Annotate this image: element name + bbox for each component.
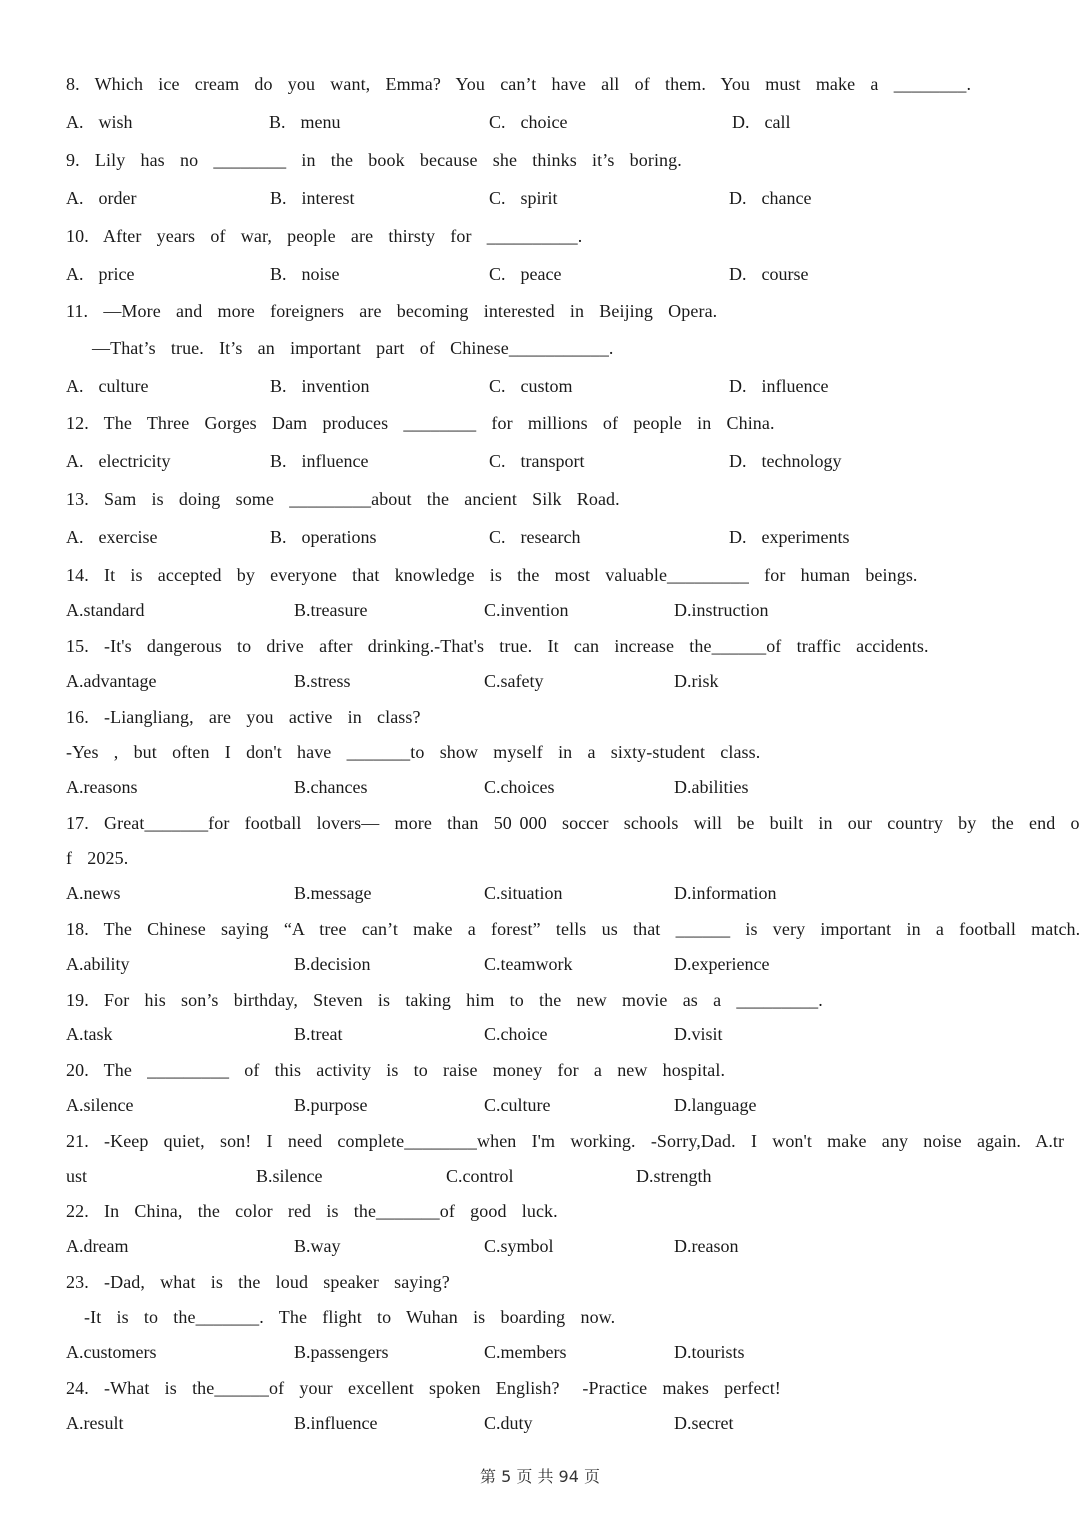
question-11-options — [66, 376, 1026, 400]
option-b: B.way — [294, 1236, 341, 1256]
question-14-options — [66, 600, 1026, 624]
question-19-options — [66, 1024, 1026, 1048]
option-a: A.task — [66, 1024, 113, 1044]
option-c: C. choice — [489, 112, 568, 132]
question-18-text: 18. The Chinese saying “A tree can’t make a forest” tells us that ______ is very important in a football match. — [66, 919, 1080, 939]
question-11-text: 11. —More and more foreigners are becoming interested in Beijing Opera. — [66, 301, 718, 321]
question-24-options — [66, 1413, 1026, 1437]
question-11-text-line2: —That’s true. It’s an important part of Chinese___________. — [92, 338, 614, 358]
option-d: D.strength — [636, 1166, 712, 1186]
option-c: C.choices — [484, 777, 555, 797]
option-b: B.silence — [256, 1166, 323, 1186]
page-number-footer: 第 5 页 共 94 页 — [480, 1467, 600, 1486]
option-b: B.message — [294, 883, 372, 903]
question-9-text: 9. Lily has no ________ in the book because she thinks it’s boring. — [66, 150, 682, 170]
question-16-options — [66, 777, 1026, 801]
question-21-options — [66, 1166, 1026, 1190]
question-13-options — [66, 527, 1026, 551]
option-a: A. order — [66, 188, 137, 208]
option-a: A. exercise — [66, 527, 158, 547]
option-b: B.decision — [294, 954, 371, 974]
option-b: B. operations — [270, 527, 377, 547]
question-22-options — [66, 1236, 1026, 1260]
option-c: C.control — [446, 1166, 514, 1186]
option-a: A.ability — [66, 954, 130, 974]
question-18-options — [66, 954, 1026, 978]
option-d: D. call — [732, 112, 791, 132]
option-d: D. chance — [729, 188, 812, 208]
question-20-options — [66, 1095, 1026, 1119]
option-a: A.advantage — [66, 671, 157, 691]
question-20-text: 20. The _________ of this activity is to raise money for a new hospital. — [66, 1060, 726, 1080]
option-d: D.language — [674, 1095, 757, 1115]
option-d: D.risk — [674, 671, 719, 691]
option-b: B.treasure — [294, 600, 368, 620]
question-13-text: 13. Sam is doing some _________about the ancient Silk Road. — [66, 489, 620, 509]
question-8-options — [66, 112, 1026, 136]
question-14-text: 14. It is accepted by everyone that knowledge is the most valuable_________ for human beings. — [66, 565, 918, 585]
option-c: C. spirit — [489, 188, 558, 208]
question-9-options — [66, 188, 1026, 212]
option-b: B.chances — [294, 777, 368, 797]
option-d: D. technology — [729, 451, 842, 471]
question-23-text: 23. -Dad, what is the loud speaker saying? — [66, 1272, 450, 1292]
option-c: C.members — [484, 1342, 567, 1362]
question-16-text: 16. -Liangliang, are you active in class? — [66, 707, 421, 727]
question-10-options — [66, 264, 1026, 288]
option-c: C. peace — [489, 264, 562, 284]
option-a: A.reasons — [66, 777, 138, 797]
option-b: B.treat — [294, 1024, 343, 1044]
option-a: A.dream — [66, 1236, 129, 1256]
option-c: C.culture — [484, 1095, 551, 1115]
option-d: D.secret — [674, 1413, 734, 1433]
option-c: C. transport — [489, 451, 585, 471]
option-a-continued: ust — [66, 1166, 88, 1186]
question-17-options — [66, 883, 1026, 907]
option-b: B. menu — [269, 112, 341, 132]
option-d: D.visit — [674, 1024, 723, 1044]
option-d: D.information — [674, 883, 777, 903]
option-a: A. price — [66, 264, 135, 284]
option-c: C. research — [489, 527, 581, 547]
option-d: D. influence — [729, 376, 829, 396]
question-8-text: 8. Which ice cream do you want, Emma? You can’t have all of them. You must make a ________. — [66, 74, 972, 94]
option-d: D.instruction — [674, 600, 769, 620]
question-12-options — [66, 451, 1026, 475]
option-d: D.experience — [674, 954, 770, 974]
option-a: A. electricity — [66, 451, 171, 471]
option-c: C.duty — [484, 1413, 533, 1433]
question-23-options — [66, 1342, 1026, 1366]
option-d: D. course — [729, 264, 809, 284]
option-b: B. invention — [270, 376, 370, 396]
option-a: A.silence — [66, 1095, 134, 1115]
option-a: A.news — [66, 883, 121, 903]
option-b: B.influence — [294, 1413, 378, 1433]
option-c: C.invention — [484, 600, 569, 620]
question-12-text: 12. The Three Gorges Dam produces ________ for millions of people in China. — [66, 413, 775, 433]
option-a: A.standard — [66, 600, 145, 620]
question-19-text: 19. For his son’s birthday, Steven is taking him to the new movie as a _________. — [66, 990, 823, 1010]
question-21-text: 21. -Keep quiet, son! I need complete________when I'm working. -Sorry,Dad. I won't make any noise again. A.tr — [66, 1131, 1065, 1151]
question-16-text-line2: -Yes , but often I don't have _______to show myself in a sixty-student class. — [66, 742, 761, 762]
question-15-options — [66, 671, 1026, 695]
option-d: D.reason — [674, 1236, 739, 1256]
option-b: B. noise — [270, 264, 340, 284]
option-c: C.symbol — [484, 1236, 554, 1256]
question-24-text: 24. -What is the______of your excellent spoken English? -Practice makes perfect! — [66, 1378, 781, 1398]
option-c: C.choice — [484, 1024, 548, 1044]
option-d: D. experiments — [729, 527, 850, 547]
option-c: C.teamwork — [484, 954, 573, 974]
option-a: A. wish — [66, 112, 133, 132]
question-22-text: 22. In China, the color red is the_______of good luck. — [66, 1201, 558, 1221]
option-a: A. culture — [66, 376, 149, 396]
option-b: B. influence — [270, 451, 369, 471]
option-b: B.stress — [294, 671, 351, 691]
option-d: D.abilities — [674, 777, 749, 797]
option-c: C.safety — [484, 671, 544, 691]
option-b: B.passengers — [294, 1342, 389, 1362]
question-17-text-line2: f 2025. — [66, 848, 129, 868]
question-10-text: 10. After years of war, people are thirsty for __________. — [66, 226, 583, 246]
question-17-text: 17. Great_______for football lovers— more than 50 000 soccer schools will be built in our country by the end o — [66, 813, 1080, 833]
option-d: D.tourists — [674, 1342, 745, 1362]
option-a: A.customers — [66, 1342, 157, 1362]
option-a: A.result — [66, 1413, 124, 1433]
option-b: B. interest — [270, 188, 355, 208]
option-c: C.situation — [484, 883, 563, 903]
option-c: C. custom — [489, 376, 573, 396]
question-15-text: 15. -It's dangerous to drive after drinking.-That's true. It can increase the______of traffic accidents. — [66, 636, 929, 656]
option-b: B.purpose — [294, 1095, 368, 1115]
question-23-text-line2: -It is to the_______. The flight to Wuhan is boarding now. — [84, 1307, 616, 1327]
